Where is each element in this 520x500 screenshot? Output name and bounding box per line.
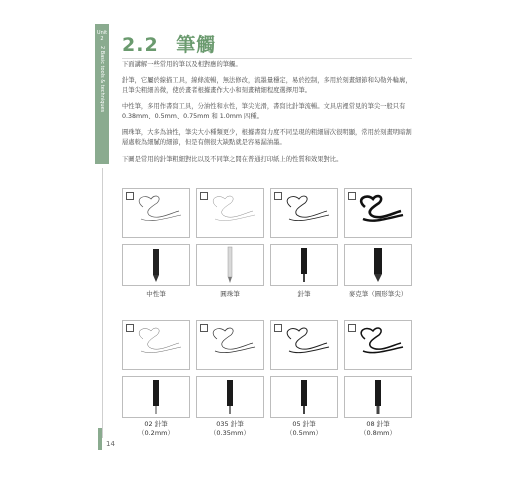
- checkbox-icon: [126, 324, 134, 332]
- chapter-side-tab: [95, 24, 109, 164]
- paragraph-gel-pen: 中性筆，多用作書寫工具，分油性和水性，筆尖光滑，書寫比針筆流暢。文具店裡常見的筆尖一般只有 0.38mm、0.5mm、0.75mm 和 1.0mm 四種。: [122, 103, 406, 120]
- paragraph-ballpoint-pen: 圓珠筆，大多為油性，筆尖大小種類更少，根據書寫力度不同呈現的粗細層次很明顯，常用於刻畫明暗割層處較為細膩的細節，但是有側很大缺點就是容易漏油墨。: [122, 129, 412, 146]
- page-number: 14: [106, 440, 115, 448]
- checkbox-icon: [126, 192, 134, 200]
- caption-05: 05 針筆 （0.5mm）: [285, 420, 322, 437]
- pen-photo-marker: [344, 244, 412, 286]
- pen-photo-02: [122, 376, 190, 418]
- stroke-sample-035: [196, 320, 264, 370]
- stroke-sample-05: [270, 320, 338, 370]
- pen-comparison-row-1: [122, 188, 412, 308]
- checkbox-icon: [274, 324, 282, 332]
- chapter-vertical-text: 2 Basic tools & techniques: [99, 46, 105, 113]
- stroke-sample-02: [122, 320, 190, 370]
- pen-photo-technical: [270, 244, 338, 286]
- stroke-sample-ballpoint: [196, 188, 264, 238]
- checkbox-icon: [348, 324, 356, 332]
- page-number-marker: [98, 428, 102, 450]
- caption-technical-pen: 針筆: [297, 290, 311, 298]
- caption-ballpoint: 圓珠筆: [220, 290, 240, 298]
- stroke-sample-technical-pen: [270, 188, 338, 238]
- caption-02: 02 針筆 （0.2mm）: [137, 420, 174, 437]
- section-title: 筆觸: [176, 34, 217, 56]
- pen-photo-gel: [122, 244, 190, 286]
- stroke-sample-gel-pen: [122, 188, 190, 238]
- pen-photo-05: [270, 376, 338, 418]
- paragraph-intro: 下面講解一些常用的筆以及相對應的筆觸。: [122, 61, 242, 68]
- paragraph-technical-pen: 針筆，它屬於線描工具，線條流暢，無法修改，流墨量穩定，易於控制，多用於刻畫細節和勾勒外輪廓，且筆尖粗細善微，使於畫者根據畫作大小和刻畫精細程度選擇用筆。: [122, 77, 412, 94]
- caption-08: 08 針筆 （0.8mm）: [359, 420, 396, 437]
- pen-photo-035: [196, 376, 264, 418]
- stroke-sample-08: [344, 320, 412, 370]
- caption-marker: 麥克筆（圓形筆尖）: [348, 290, 408, 298]
- paragraph-comparison: 下圖是常用的針筆粗細對比以及不同筆之間在普通打印紙上的性質和效果對比。: [122, 156, 343, 163]
- section-number: 2.2: [122, 34, 159, 56]
- caption-035: 035 針筆 （0.35mm）: [209, 420, 251, 437]
- pen-photo-ballpoint: [196, 244, 264, 286]
- checkbox-icon: [274, 192, 282, 200]
- heading-divider: [122, 58, 412, 59]
- margin-line: [102, 168, 103, 438]
- caption-gel-pen: 中性筆: [146, 290, 166, 298]
- section-heading: [122, 30, 216, 57]
- checkbox-icon: [200, 324, 208, 332]
- checkbox-icon: [348, 192, 356, 200]
- chapter-label: Unit 2: [96, 30, 108, 42]
- pen-comparison-row-2: [122, 320, 412, 440]
- stroke-sample-marker: [344, 188, 412, 238]
- checkbox-icon: [200, 192, 208, 200]
- pen-photo-08: [344, 376, 412, 418]
